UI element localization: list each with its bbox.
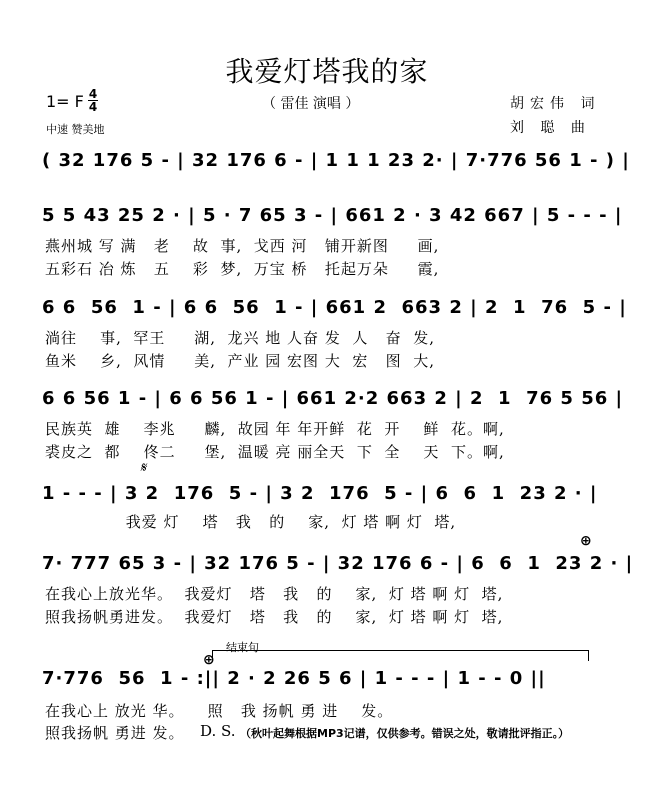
- notation-line: 5 5 43 25 2 · | 5 · 7 65 3 - | 661 2 · 3 42 667 | 5 - - - |: [42, 205, 623, 226]
- coda-icon: ⊕: [203, 652, 215, 668]
- key-signature: 1= F: [46, 92, 84, 111]
- ds-mark: D. S.: [200, 722, 236, 740]
- coda-icon: ⊕: [580, 533, 592, 549]
- lyric-verse-1: 在我心上 放光 华。 照 我 扬帆 勇 进 发。: [45, 702, 394, 720]
- notation-line: 7· 777 65 3 - | 32 176 5 - | 32 176 6 - | 6 6 1 23 2 · |: [42, 553, 634, 574]
- lyric-chorus: 我爱 灯 塔 我 的 家, 灯 塔 啊 灯 塔,: [45, 513, 457, 531]
- time-signature: [88, 88, 98, 113]
- time-sig-top: 4: [88, 87, 98, 101]
- composer-credit: 刘 聪 曲: [510, 120, 591, 136]
- song-title: 我爱灯塔我的家: [225, 55, 429, 88]
- time-sig-bottom: 4: [88, 100, 98, 114]
- ending-bracket: [212, 650, 589, 661]
- lyric-verse-1: 淌往 事, 罕王 湖, 龙兴 地 人奋 发 人 奋 发,: [45, 329, 435, 347]
- lyric-verse-1: 在我心上放光华。 我爱灯 塔 我 的 家, 灯 塔 啊 灯 塔,: [45, 585, 504, 603]
- lyricist-credit: 胡宏伟 词: [510, 96, 601, 112]
- notation-line: 7·776 56 1 - :|| 2 · 2 26 5 6 | 1 - - - | 1 - - 0 ||: [42, 668, 546, 689]
- notation-line: ( 32 176 5 - | 32 176 6 - | 1 1 1 23 2· | 7·776 56 1 - ) |: [42, 150, 630, 171]
- notation-line: 6 6 56 1 - | 6 6 56 1 - | 661 2·2 663 2 | 2 1 76 5 56 |: [42, 388, 624, 409]
- lyric-verse-2: 照我扬帆 勇进 发。: [45, 724, 185, 742]
- lyric-verse-2: 鱼米 乡, 风情 美, 产业 园 宏图 大 宏 图 大,: [45, 352, 435, 370]
- ending-label: 结束句: [226, 641, 259, 654]
- lyric-verse-2: 照我扬帆勇进发。 我爱灯 塔 我 的 家, 灯 塔 啊 灯 塔,: [45, 608, 504, 626]
- lyric-verse-1: 民族英 雄 李兆 麟, 故园 年 年开鲜 花 开 鲜 花。啊,: [45, 420, 505, 438]
- notation-line: 6 6 56 1 - | 6 6 56 1 - | 661 2 663 2 | 2 1 76 5 - |: [42, 297, 627, 318]
- lyric-verse-1: 燕州城 写 满 老 故 事, 戈西 河 铺开新图 画,: [45, 237, 440, 255]
- notation-line: 1 - - - | 3 2 176 5 - | 3 2 176 5 - | 6 6 1 23 2 · |: [42, 483, 598, 504]
- transcription-footnote: （秋叶起舞根据MP3记谱，仅供参考。错误之处，敬请批评指正。）: [240, 727, 570, 740]
- lyric-verse-2: 裘皮之 都 佟二 堡, 温暖 亮 丽全天 下 全 天 下。啊,: [45, 443, 505, 461]
- lyric-verse-2: 五彩石 冶 炼 五 彩 梦, 万宝 桥 托起万朵 霞,: [45, 260, 440, 278]
- singer-credit: （ 雷佳 演唱 ）: [262, 96, 360, 112]
- segno-icon: 𝄋: [140, 460, 147, 476]
- tempo-marking: 中速 赞美地: [46, 123, 105, 136]
